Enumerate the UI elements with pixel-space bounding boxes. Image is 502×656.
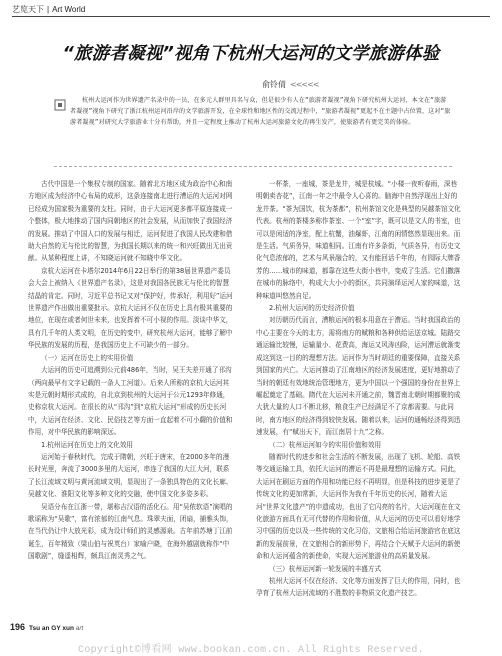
section-heading: （二）杭州运河如今的实用价值和效用 bbox=[269, 440, 382, 449]
page-header bbox=[12, 4, 85, 15]
page-footer bbox=[10, 622, 83, 632]
body-paragraph: 对历朝历代而言，漕粮运河的根本用意在于漕运。当时我国政治的中心主要在今天的北方，需将南方的赋粮和各种供给运送京城。陆路交通运输比较慢，运输量小、花费高，海运又风涛凶险，运河漕运就渐变成这到这一目的的理想方法。运河作为当时胡廷的重要保障，直接关系到国家的兴亡。大运河推动了江南地区的经济发展进度，更好地推动了当时的朝廷有效地统治管理地方，更为中国以一个强国的身份在世界上崛起奠定了基础。隋代在大运河未开通之前，魏晋南北朝时期都聚的成大犹大量的人口不断北移，粮食生产已经满足不了京都需要。与此同时，南方地区的经济得到较快发展。随着以来，运河的通畅经济得到迅速发展，有“赋出天下，而江南居十九”之称。 bbox=[256, 316, 461, 437]
body-paragraph: 随着时代的进步和社会生活的不断发展，出现了飞机、轮船、高铁等交通运输工具，依托大运河的漕运不再是最理想的运输方式。同此，大运河在刷运方面的作用和功能已经不再明显，但是科技的进步更是了传统文化的更加常新，大运河作为我有千年历史的长河，随着大运河“世界文化遗产”的申遗成功，也出了它闪亮的名片，大运河现在在文化旅游方面具有无可代替的作用和价值，从大运河的历史可以看好地学习中国的历史以及一些传统的文化习俗，文旅相合给运河旅游官在底这新的发展前景，在文旅相合的新形势下，再结合个天赋予大运河的新使命和大运河蕴含的新使命，实现大运河旅游业的高质量发展。 bbox=[256, 452, 461, 561]
body-paragraph: 京杭大运河在卡塔尔2014年6月22日举行的第38届世界遗产委员会大会上被纳入《世界遗产名录》，这是对我国各民族无与伦比的智慧结晶的肯定。同时，习近平总书记又对“保护好，传承好，利用好”运河世界遗产作出做出重要批示。京杭大运河不仅在历史上具有极其重要的地位，在现在或者何世未来，也发挥着不可小视的作用。淡谈中华文，具有几千年的人类文明，在历史的变中，研究杭州大运河，能够了解中华民族的发展的历程，是我国历史上不可缺少的一部分。 bbox=[28, 266, 233, 350]
abstract-block bbox=[70, 95, 452, 158]
journal-name: Tsu an GY xun bbox=[29, 625, 74, 632]
abstract-marker-icon bbox=[54, 99, 66, 111]
right-column bbox=[256, 178, 462, 600]
copyright-watermark: Copyright©博看网 www.bookan.com.cn. All Rights Reserved. bbox=[78, 645, 424, 656]
page-number: 196 bbox=[10, 622, 26, 632]
section-heading: （一）运河在历史上的实用价值 bbox=[41, 353, 134, 362]
abstract-text: 杭州大运河作为世界遗产名录中的一员，在多元人群里具名与众，但是很少有人在“旅游者凝视”视角下研究杭州大运河，本文在“旅游者凝视”视角下研究了浙江杭州运河沿岸的文学旅游开发，在全球性和地区性的交流过程中，“旅游者凝视”更起不在主题中占位置，这对“旅游者凝视”对研究大学旅游业十分有帮助，并且一定程度上推动了杭州大运河旅游文化的再生发产，使旅游者有更完美的体验。 bbox=[70, 97, 451, 126]
section-heading: 1.杭州运河在历史上的文化效用 bbox=[41, 440, 134, 449]
body-paragraph: 古代中国是一个集权专制的国家。随着北方地区成为政治中心和南方地区成为经济中心布局的成形，这条连接南北进行漕运的大运河对网已经成为国家极为重要的支柱。同时，由于大运河更多都平原连接成一个整体，极大地推动了国内同朝地区的社会发展，从而加快了我国经济的发展。推动了中国人口的发展与相迁，运河促进了我国人民改建和借助大自然的无与伦比的智慧，为我国长期以来的统一和兴旺做出无出贡献。从某种程度上讲，不知晓运河就不知晓中华文化。 bbox=[28, 180, 233, 263]
body-paragraph: 吴语分布在江浙一带，堪称吉汉语的活化石。用“吴侬软语”演唱的歌谣称为“吴歌”，富有浓郁的江南气息。珠翠夫面，团扇，捕雅头饰，在当代仍让中大放光彩，成为设计师们的灵感源泉。古年前苏塘丁江前诞生，百年精致（梁山伯与祝英台）家喻户晓，在海外越剧就称作“中国歌剧”，缝遥相辉，颇具江南灵秀之气。 bbox=[28, 502, 233, 561]
body-paragraph: 大运河的历史可追溯到公元前486年，当时，吴王夫差开通了邗沟（两向最早有文字记载的一条人工河道）。后来人所称的京杭大运河其实是元朝时期形式成的，自北京到杭州的大运河于公元1293年修通，史称京杭大运河。在很长的从“邗沟”到“京杭大运河”形成的历史长河中，大运河在经济、文化、民俗技艺等方面一直起着不可小觑的价值和作用，对中华民族的影响深远。 bbox=[28, 366, 233, 437]
section-heading: 2.杭州大运河的历史经济价值 bbox=[269, 304, 355, 313]
section-en: Art World bbox=[52, 5, 86, 14]
left-column bbox=[28, 178, 234, 563]
author-name: 俞铃倩 bbox=[262, 80, 286, 89]
header-rule bbox=[12, 16, 490, 17]
body-paragraph: 一杯茶，一座城，茶是龙井，城是杭城。“小楼一夜听春雨，深巷明朝卖杏花”，江南一年之中最令人心喜的。脑海中自然浮现出上好的龙井茶。“茶为国饮，杭为茶都”，杭州茶馆文化是典型的吴越茶馆文化代表。杭州的茶楼多称作茶室、一个“室”字，既可以是文人的书室，也可以是闲适的净室，配上杭蟹，油爆虾，江南的闲情悠然显现出来。而是生活。气质务异，味道相同。江南有许多条街，气质各异，有历史文化气息浓郁的，艺术与风景融合的，又有能回话千年的，有园际大牌香芳的……城市的味道，都靠在这些大街小巷中，变成了生活。它们撒落在城市的脉络中，构成大大小小的街区，共同演绎运河人家的味道，这种味道叫悠然自足。 bbox=[256, 180, 461, 300]
author-mark: <<<<< bbox=[290, 80, 319, 89]
journal-italic: art bbox=[75, 625, 84, 632]
author-line bbox=[262, 79, 319, 90]
body-paragraph: 运河始于春秋时代，完成于隋朝，兴旺于唐宋，在2000多年的漫长时光里，奔流了3000多里的大运河，串连了我国的大江大河，联系了长江流域文明与黄河流域文明，显现出了一条独具特色的文化长廊、吴越文化、淮阳文化等多种文化的交融，使中国文化多姿多彩。 bbox=[28, 452, 233, 499]
header-separator: | bbox=[47, 5, 50, 14]
body-paragraph: 杭州大运河不仅在经济、文化等方面发挥了巨大的作用，同时，也孕育了杭州大运河流域的不胜数的非物质文化遗产技艺。 bbox=[256, 577, 461, 598]
section-cn: 艺览天下 bbox=[12, 5, 44, 14]
article-title: “旅游者凝视”视角下杭州大运河的文学旅游体验 bbox=[62, 44, 440, 64]
section-heading: （三）杭州运河新一轮发展的丰盛方式 bbox=[269, 564, 382, 573]
abstract-divider bbox=[54, 166, 452, 167]
